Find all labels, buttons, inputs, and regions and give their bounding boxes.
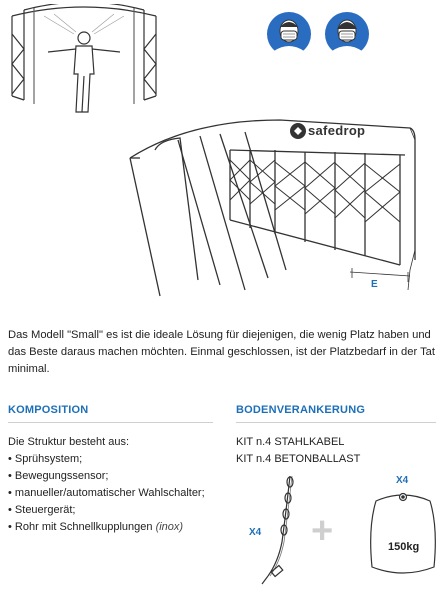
komposition-heading: KOMPOSITION (8, 404, 89, 416)
list-item: • manueller/automatischer Wahlschalter; (8, 485, 205, 502)
avatar-masked-man-icon (266, 11, 312, 57)
cable-quantity: X4 (249, 527, 262, 538)
ballast-weight: 150kg (388, 541, 420, 553)
steel-cable-illustration (258, 472, 308, 592)
list-item: • Sprühsystem; (8, 451, 205, 468)
tunnel-main-illustration (120, 100, 440, 300)
concrete-ballast-illustration (366, 487, 440, 583)
avatar-masked-person-icon (324, 11, 370, 57)
kit-stahlkabel: KIT n.4 STAHLKABEL (236, 436, 345, 448)
komposition-list (8, 451, 205, 536)
list-item: • Rohr mit Schnellkupplungen (inox) (8, 519, 205, 536)
bodenverankerung-divider (236, 422, 436, 423)
komposition-divider (8, 422, 213, 423)
brand-logo-text: safedrop (308, 123, 366, 138)
kit-betonballast: KIT n.4 BETONBALLAST (236, 453, 361, 465)
intro-paragraph: Das Modell "Small" es ist die ideale Lösung für diejenigen, die wenig Platz haben und das Beste daraus machen möchten. Einmal geschlossen, ist der Platzbedarf in der Tat minimal. (8, 329, 436, 375)
plus-sign: + (311, 510, 334, 552)
list-item: • Bewegungssensor; (8, 468, 205, 485)
bodenverankerung-heading: BODENVERANKERUNG (236, 404, 366, 416)
dimension-label: E (371, 279, 378, 290)
komposition-lead: Die Struktur besteht aus: (8, 436, 130, 448)
list-item: • Steuergerät; (8, 502, 205, 519)
ballast-quantity: X4 (396, 475, 409, 486)
